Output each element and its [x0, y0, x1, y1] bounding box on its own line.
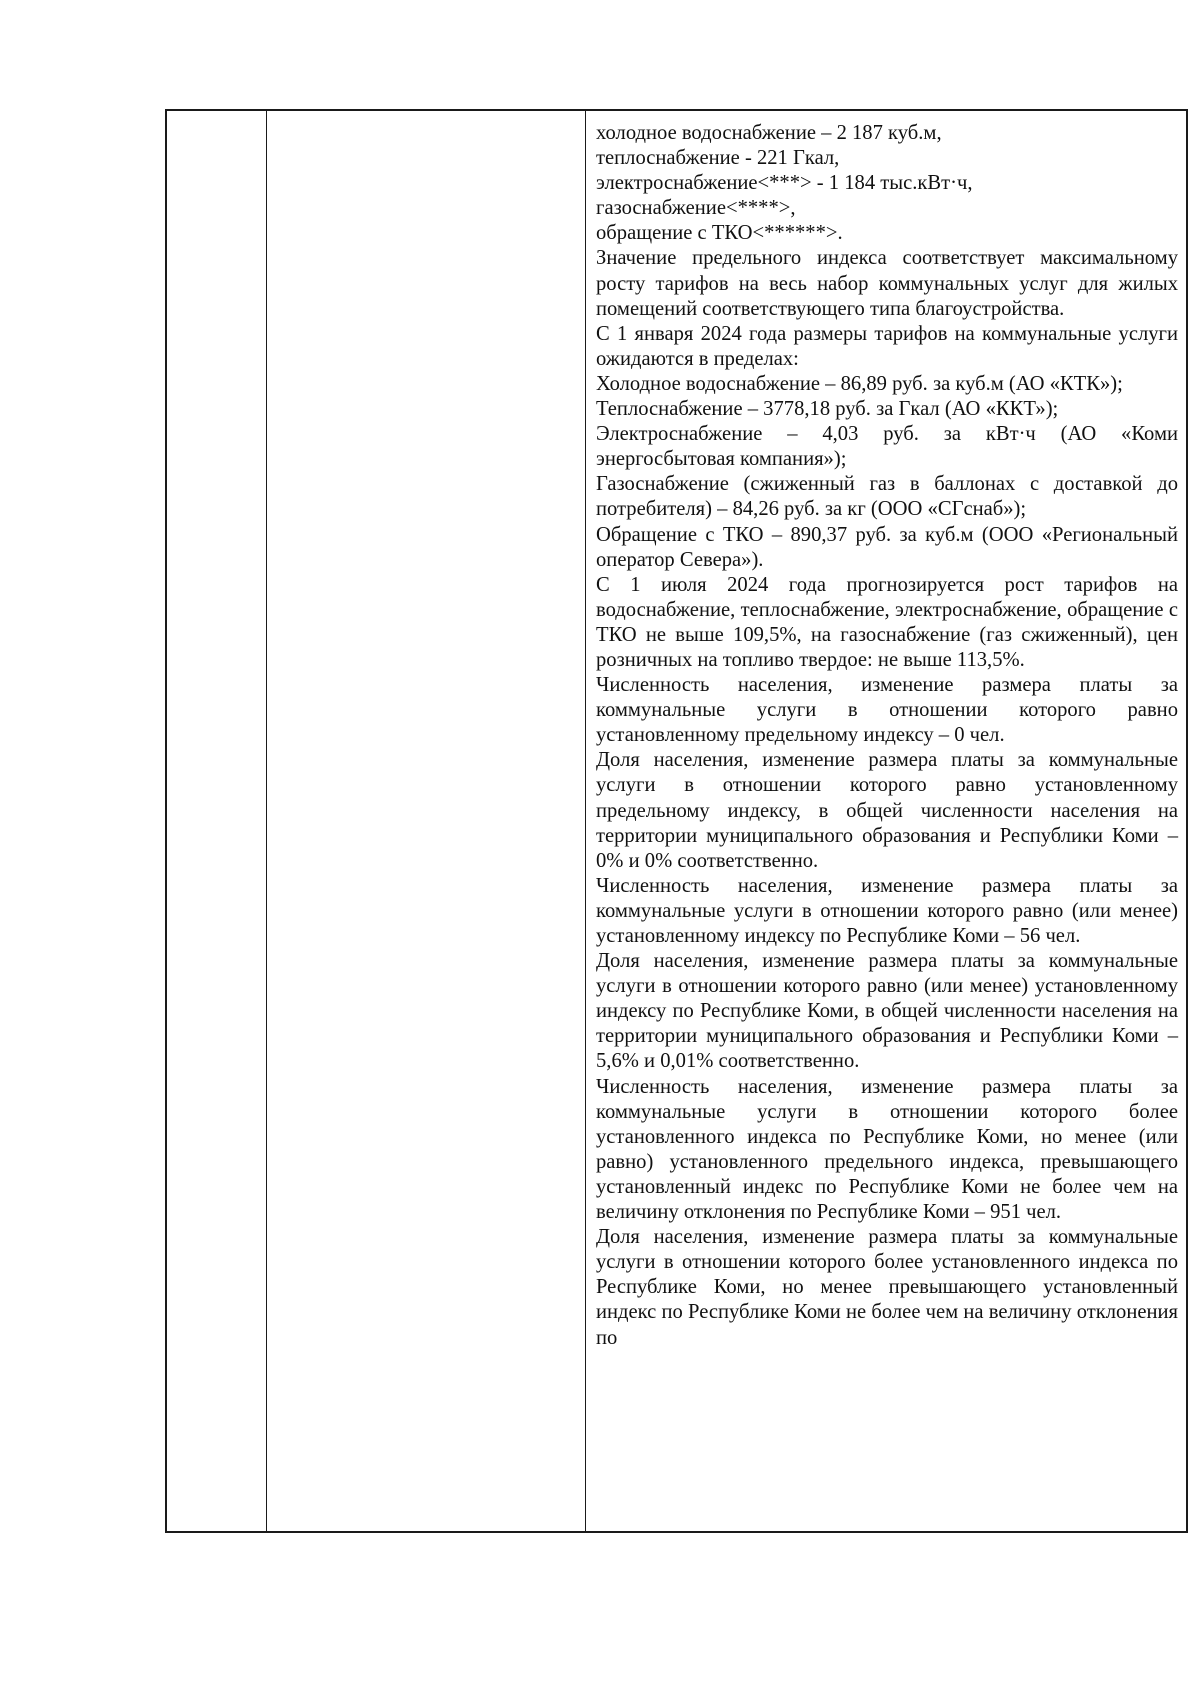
table-column-municipality [267, 111, 586, 1531]
paragraph-heat-tariff: Теплоснабжение – 3778,18 руб. за Гкал (АО «ККТ»); [596, 398, 1059, 421]
paragraph-population-above-komi: Численность населения, изменение размера платы за коммунальные услуги в отношении которого более установленного индекса по Республике Коми, но менее (или равно) установленного предельного индекса, превышающего установленный индекс по Республике Коми не более чем на величину отклонения по Республике Коми – 951 чел. [596, 1075, 1178, 1224]
paragraph-index-value: Значение предельного индекса соответствует максимальному росту тарифов на весь набор коммунальных услуг для жилых помещений соответствующего типа благоустройства. [596, 247, 1178, 320]
paragraph-share-above-komi: Доля населения, изменение размера платы за коммунальные услуги в отношении которого более установленного индекса по Республике Коми, но менее превышающего установленный индекс по Республике Коми не более чем на величину отклонения по [596, 1226, 1178, 1349]
paragraph-waste-handling: обращение с ТКО<******>. [596, 222, 843, 245]
paragraph-population-under-komi: Численность населения, изменение размера платы за коммунальные услуги в отношении которого равно (или менее) установленному индексу по Республике Коми – 56 чел. [596, 874, 1178, 947]
paragraph-tariffs-intro: С 1 января 2024 года размеры тарифов на коммунальные услуги ожидаются в пределах: [596, 322, 1178, 370]
paragraph-electricity-tariff: Электроснабжение – 4,03 руб. за кВт·ч (АО «Коми энергосбытовая компания»); [596, 423, 1178, 471]
paragraph-heat-volume: теплоснабжение - 221 Гкал, [596, 147, 840, 170]
paragraph-share-under-komi: Доля населения, изменение размера платы за коммунальные услуги в отношении которого равно (или менее) установленному индексу по Республике Коми, в общей численности населения на территории муниципального образования и Республики Коми – 5,6% и 0,01% соответственно. [596, 950, 1178, 1073]
document-table [165, 109, 1188, 1533]
table-column-description [586, 111, 1186, 1531]
paragraph-population-equal-max: Численность населения, изменение размера платы за коммунальные услуги в отношении которого равно установленному предельному индексу – 0 чел. [596, 674, 1178, 747]
paragraph-waste-tariff: Обращение с ТКО – 890,37 руб. за куб.м (ООО «Региональный оператор Севера»). [596, 523, 1178, 571]
paragraph-gas-tariff: Газоснабжение (сжиженный газ в баллонах с доставкой до потребителя) – 84,26 руб. за кг (ООО «СГснаб»); [596, 473, 1178, 521]
paragraph-gas-supply: газоснабжение<****>, [596, 197, 796, 220]
table-column-number [167, 111, 267, 1531]
paragraph-july-forecast: С 1 июля 2024 года прогнозируется рост тарифов на водоснабжение, теплоснабжение, электроснабжение, обращение с ТКО не выше 109,5%, на газоснабжение (газ сжиженный), цен розничных на топливо твердое: не выше 113,5%. [596, 573, 1178, 671]
paragraph-cold-water-tariff: Холодное водоснабжение – 86,89 руб. за куб.м (АО «КТК»); [596, 372, 1123, 395]
paragraph-share-equal-max: Доля населения, изменение размера платы за коммунальные услуги в отношении которого равно установленному предельному индексу, в общей численности населения на территории муниципального образования и Республики Коми – 0% и 0% соответственно. [596, 749, 1178, 872]
paragraph-cold-water-volume: холодное водоснабжение – 2 187 куб.м, [596, 122, 942, 144]
paragraph-electricity-volume: электроснабжение<***> - 1 184 тыс.кВт·ч, [596, 172, 973, 195]
